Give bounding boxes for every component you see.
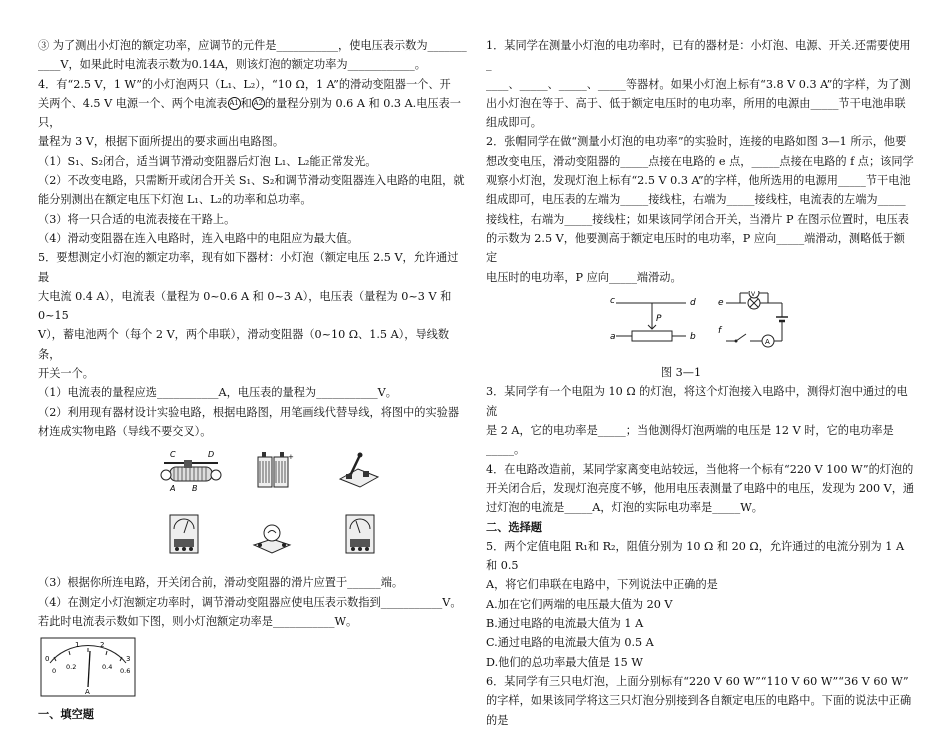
rheostat-label-b: B bbox=[192, 484, 198, 494]
q5-line3: V），蓄电池两个（每个 2 V，两个串联），滑动变阻器（0~10 Ω、1.5 A），导线数条， bbox=[38, 328, 450, 361]
figure-3-1-caption: 图 3—1 bbox=[660, 366, 702, 380]
dial-top-tick-2: 2 bbox=[100, 641, 105, 650]
q4-req2-line1: （2）不改变电路，只需断开或闭合开关 S₁、S₂和调节滑动变阻器连入电路的电阻，就 bbox=[38, 174, 465, 188]
dial-bottom-tick-06: 0.6 bbox=[120, 667, 131, 676]
r-q2-line7: 电压时的电功率，P 应向_____端滑动。 bbox=[486, 270, 682, 284]
fig31-label-p: P bbox=[656, 313, 662, 324]
fig31-label-c: c bbox=[610, 295, 615, 306]
q4-line2 bbox=[38, 94, 468, 133]
section-fill-blank-heading: 一、填空题 bbox=[38, 707, 94, 722]
r-q6-line1: 6．某同学有三只电灯泡，上面分别标有“220 V 60 W”“110 V 60 W”“36 V 60 W” bbox=[486, 674, 909, 688]
r-q2-line2: 想改变电压，滑动变阻器的_____点接在电路的 e 点，_____点接在电路的 f 点；该同学 bbox=[486, 154, 914, 168]
dial-end-left: 0 bbox=[45, 655, 50, 664]
r-q1-line3: 出小灯泡在等于、高于、低于额定电压时的电功率，所用的电源由_____节干电池串联 bbox=[486, 96, 906, 110]
q3-part3-line1: ③ 为了测出小灯泡的额定功率，应调节的元件是___________，使电压表示数为_______ bbox=[38, 39, 467, 52]
r-q5-option-a: A.加在它们两端的电压最大值为 20 V bbox=[486, 597, 673, 611]
q5-line1: 5．要想测定小灯泡的额定功率，现有如下器材：小灯泡（额定电压 2.5 V，允许通过最 bbox=[38, 251, 459, 284]
r-q5-option-c: C.通过电路的电流最大值为 0.5 A bbox=[486, 636, 654, 650]
battery-icon bbox=[254, 449, 294, 493]
ammeter-device-icon bbox=[166, 511, 202, 559]
rheostat-label-d: D bbox=[208, 450, 215, 460]
q5-line2: 大电流 0.4 A），电流表（量程为 0~0.6 A 和 0~3 A），电压表（量程为 0~3 V 和 0~15 bbox=[38, 289, 452, 323]
r-q4-line1: 4．在电路改造前，某同学家离变电站较远，当他将一个标有“220 V 100 W”的灯泡的 bbox=[486, 462, 914, 476]
q4-req3: （3）将一只合适的电流表接在干路上。 bbox=[38, 212, 236, 226]
r-q2-line1: 2．张帽同学在做“测量小灯泡的电功率”的实验时，连接的电路如图 3—1 所示，他要 bbox=[486, 135, 907, 149]
dial-top-tick-1: 1 bbox=[75, 641, 80, 650]
fig31-label-e: e bbox=[718, 297, 724, 308]
dial-end-right: 3 bbox=[126, 655, 131, 664]
q4-line2-and: 和 bbox=[240, 96, 252, 110]
r-q2-line3: 观察小灯泡，发现灯泡上标有“2.5 V 0.3 A”的字样，他所选用的电源用_____节干电池 bbox=[486, 174, 911, 188]
r-q3-line2: 是 2 A，它的电功率是_____；当他测得灯泡两端的电压是 12 V 时，它的电功率是_____。 bbox=[486, 424, 894, 457]
r-q5-option-d: D.他们的总功率最大值是 15 W bbox=[486, 655, 643, 669]
q4-line3: 量程为 3 V，根据下面所提出的要求画出电路图。 bbox=[38, 135, 285, 149]
dial-bottom-tick-0: 0 bbox=[52, 667, 57, 676]
dial-bottom-tick-02: 0.2 bbox=[66, 663, 77, 672]
fig31-voltmeter-label: V bbox=[751, 290, 756, 298]
r-q2-line6: 的示数为 2.5 V，他要测高于额定电压时的电功率，P 应向_____端滑动，测略低于额定 bbox=[486, 231, 905, 265]
ammeter-dial-figure bbox=[40, 637, 136, 697]
r-q1-line1: 1．某同学在测量小灯泡的电功率时，已有的器材是：小灯泡、电源、开关.还需要使用_ bbox=[486, 39, 911, 72]
q4-line2-text-a: 关两个、4.5 V 电源一个、两个电流表 bbox=[38, 96, 228, 110]
rheostat-icon bbox=[156, 449, 226, 493]
q4-req1: （1）S₁、S₂闭合，适当调节滑动变阻器后灯泡 L₁、L₂能正常发光。 bbox=[38, 154, 377, 168]
svg-text:+: + bbox=[288, 453, 294, 462]
knife-switch-icon bbox=[336, 449, 380, 493]
r-q5-line1: 5．两个定值电阻 R₁和 R₂，阻值分别为 10 Ω 和 20 Ω，允许通过的电流分别为 1 A 和 0.5 bbox=[486, 539, 905, 573]
figure-3-1-circuit bbox=[606, 291, 806, 355]
r-q5-option-b: B.通过电路的电流最大值为 1 A bbox=[486, 617, 644, 631]
q3-part3-line2: ____V，如果此时电流表示数为0.14A，则该灯泡的额定功率为____________。 bbox=[38, 58, 426, 72]
q5-part3: （3）根据你所连电路，开关闭合前，滑动变阻器的滑片应置于______端。 bbox=[38, 576, 404, 590]
q5-part1: （1）电流表的量程应选___________A，电压表的量程为___________V。 bbox=[38, 386, 397, 400]
fig31-ammeter-label: A bbox=[765, 337, 770, 346]
q5-part2-line1: （2）利用现有器材设计实验电路，根据电路图，用笔画线代替导线，将图中的实验器 bbox=[38, 405, 460, 419]
r-q2-line4: 组成即可，电压表的左端为_____接线柱，右端为_____接线柱，电流表的左端为_____ bbox=[486, 193, 906, 207]
right-column bbox=[486, 36, 916, 730]
fig31-label-d: d bbox=[690, 297, 696, 308]
q5-part2-line2: 材连成实物电路（导线不要交叉）。 bbox=[38, 424, 212, 438]
q5-part4-line2: 若此时电流表示数如下图，则小灯泡额定功率是___________W。 bbox=[38, 614, 358, 628]
equipment-row-2 bbox=[166, 505, 468, 565]
r-q4-line2: 开关闭合后，发现灯泡亮度不够，他用电压表测量了电路中的电压，发现为 200 V，通 bbox=[486, 481, 915, 495]
r-q2-line5: 接线柱，右端为_____接线柱；如果该同学闭合开关，当滑片 P 在图示位置时，电压表 bbox=[486, 212, 909, 226]
q4-line2-text-b: 的量程分别为 0.6 A 和 0.3 A.电压表一只， bbox=[38, 96, 461, 130]
q5-part4-line1: （4）在测定小灯泡额定功率时，调节滑动变阻器应使电压表示数指到___________V。 bbox=[38, 595, 462, 609]
r-q1-line2: ____、_____、_____、_____等器材。如果小灯泡上标有“3.8 V 0.3 A”的字样，为了测 bbox=[486, 77, 911, 91]
q4-req2-line2: 能分别测出在额定电压下灯泡 L₁、L₂的功率和总功率。 bbox=[38, 193, 312, 207]
r-q6-line2: 的字样，如果该同学将这三只灯泡分别接到各自额定电压的电路中。下面的说法中正确 bbox=[486, 694, 912, 708]
voltmeter-device-icon bbox=[342, 511, 378, 559]
lamp-holder-icon bbox=[252, 515, 292, 555]
r-q4-line3: 过灯泡的电流是_____A，灯泡的实际电功率是_____W。 bbox=[486, 501, 763, 515]
fig31-label-a: a bbox=[610, 331, 616, 342]
dial-bottom-tick-04: 0.4 bbox=[102, 663, 113, 672]
equipment-row-1 bbox=[156, 441, 468, 501]
fig31-label-b: b bbox=[690, 331, 696, 342]
left-column bbox=[38, 36, 468, 725]
fig31-label-f: f bbox=[718, 325, 722, 336]
rheostat-label-c: C bbox=[170, 450, 176, 460]
q5-line4: 开关一个。 bbox=[38, 367, 94, 381]
q4-req4: （4）滑动变阻器在连入电路时，连入电路中的电阻应为最大值。 bbox=[38, 231, 359, 245]
section-choice-heading: 二、选择题 bbox=[486, 519, 542, 534]
r-q6-line3: 的是 bbox=[486, 713, 509, 727]
q4-line1: 4．有“2.5 V，1 W”的小灯泡两只（L₁、L₂），“10 Ω，1 A”的滑动变阻器一个、开 bbox=[38, 77, 451, 91]
ammeter-a2-icon: A2 bbox=[252, 97, 265, 110]
ammeter-a1-icon: A1 bbox=[228, 97, 241, 110]
r-q5-line2: A，将它们串联在电路中，下列说法中正确的是 bbox=[486, 578, 718, 592]
r-q1-line4: 组成即可。 bbox=[486, 116, 542, 130]
r-q3-line1: 3．某同学有一个电阻为 10 Ω 的灯泡，将这个灯泡接入电路中，测得灯泡中通过的电流 bbox=[486, 385, 908, 418]
dial-unit: A bbox=[85, 688, 90, 697]
rheostat-label-a: A bbox=[170, 484, 176, 494]
